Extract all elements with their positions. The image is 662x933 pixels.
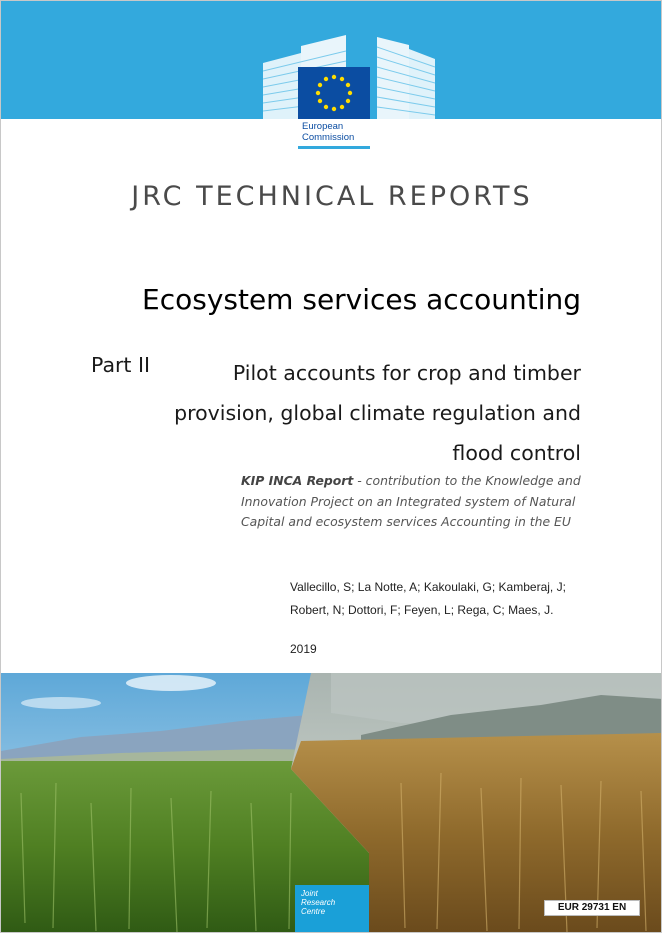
- jrc-line-2: Research: [301, 898, 336, 907]
- report-title: Ecosystem services accounting: [142, 283, 581, 316]
- part-label: Part II: [91, 353, 151, 377]
- kip-description: [241, 471, 591, 533]
- series-heading: JRC TECHNICAL REPORTS: [131, 181, 533, 212]
- authors: Vallecillo, S; La Notte, A; Kakoulaki, G; Kamberaj, J; Robert, N; Dottori, F; Feyen, L; Rega, C; Maes, J.: [290, 580, 566, 617]
- publication-year: 2019: [290, 642, 317, 656]
- kip-lead: KIP INCA Report: [241, 473, 354, 488]
- european-commission-logo-text: [302, 121, 354, 143]
- kip-text: - contribution to the Knowledge and Innovation Project on an Integrated system of Natural Capital and ecosystem services Accounting in the EU: [241, 473, 581, 529]
- logo-line-2: Commission: [302, 132, 355, 143]
- eu-stars-icon: [298, 67, 370, 119]
- report-subtitle: Pilot accounts for crop and timber provision, global climate regulation and flood control: [174, 361, 581, 465]
- jrc-line-3: Centre: [301, 907, 326, 916]
- report-number-badge: EUR 29731 EN: [544, 900, 640, 916]
- logo-underline: [298, 146, 370, 149]
- jrc-line-1: Joint: [301, 889, 318, 898]
- jrc-badge: [295, 885, 369, 933]
- eu-flag: [298, 67, 370, 119]
- logo-line-1: European: [302, 121, 344, 132]
